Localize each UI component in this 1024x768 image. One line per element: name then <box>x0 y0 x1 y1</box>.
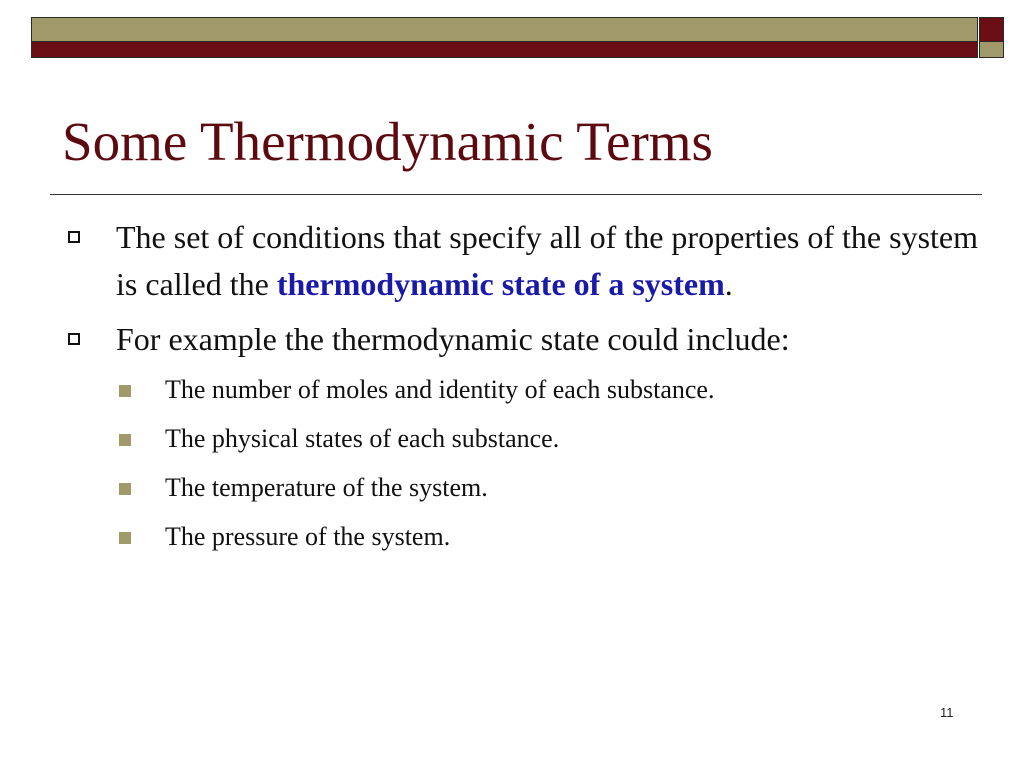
sub-bullet-item <box>62 469 982 506</box>
filled-square-bullet-icon <box>119 532 131 544</box>
filled-square-bullet-icon <box>119 434 131 446</box>
slide-body <box>62 214 982 567</box>
hollow-square-bullet-icon <box>68 231 80 243</box>
header-bar-olive <box>31 17 978 42</box>
highlighted-term: thermodynamic state of a system <box>276 266 725 302</box>
sub-bullet-text: The number of moles and identity of each substance. <box>165 375 715 404</box>
bullet-text: The set of conditions that specify all of the properties of the system is called the <box>116 219 978 302</box>
bullet-item <box>62 214 982 308</box>
filled-square-bullet-icon <box>119 385 131 397</box>
slide-number: 11 <box>940 705 954 720</box>
bullet-item <box>62 316 982 363</box>
sub-bullet-text: The pressure of the system. <box>165 522 451 551</box>
sub-bullet-item <box>62 420 982 457</box>
bullet-text-end: . <box>724 266 733 302</box>
sub-bullet-text: The temperature of the system. <box>165 473 488 502</box>
header-bar-maroon <box>31 42 978 58</box>
header-square-olive <box>979 42 1004 58</box>
sub-bullet-text: The physical states of each substance. <box>165 424 560 453</box>
title-divider <box>50 194 982 195</box>
header-square-maroon <box>979 17 1004 42</box>
slide-title: Some Thermodynamic Terms <box>62 111 713 172</box>
bullet-text: For example the thermodynamic state could include: <box>116 321 790 357</box>
sub-bullet-item <box>62 371 982 408</box>
filled-square-bullet-icon <box>119 483 131 495</box>
sub-bullet-item <box>62 518 982 555</box>
hollow-square-bullet-icon <box>68 333 80 345</box>
